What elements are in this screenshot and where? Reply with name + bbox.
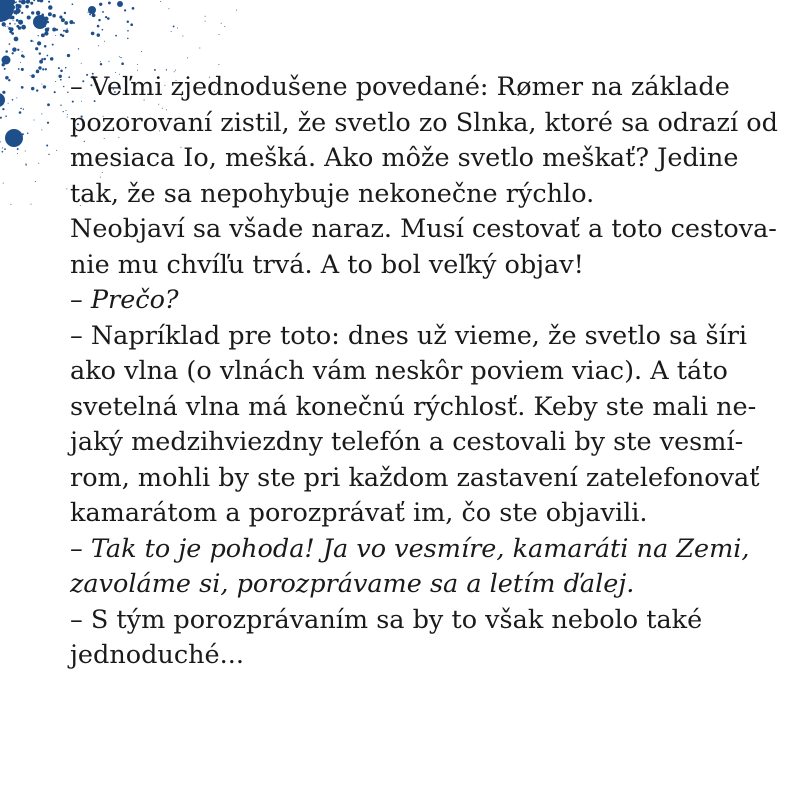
text-line: svetelná vlna má konečnú rýchlosť. Keby ste mali ne- xyxy=(70,391,757,422)
text-line: Neobjaví sa všade naraz. Musí cestovať a toto cestova- xyxy=(70,214,777,244)
text-line: mesiaca Io, mešká. Ako môže svetlo meškať? Jedine xyxy=(70,143,739,173)
text-line: jaký medzihviezdny telefón a cestovali by ste vesmí- xyxy=(70,427,744,457)
body-text xyxy=(70,70,778,674)
text-line: jednoduché... xyxy=(70,640,244,670)
text-line: zavoláme si, porozprávame sa a letím ďalej. xyxy=(70,569,635,599)
text-line: tak, že sa nepohybuje nekonečne rýchlo. xyxy=(70,178,595,209)
text-line: rom, mohli by ste pri každom zastavení zatelefonovať xyxy=(70,462,760,493)
text-line: pozorovaní zistil, že svetlo zo Slnka, ktoré sa odrazí od xyxy=(70,107,778,138)
text-line: – Veľmi zjednodušene povedané: Rømer na základe xyxy=(70,72,730,102)
text-line: – S tým porozprávaním sa by to však nebolo také xyxy=(70,604,703,635)
text-line: kamarátom a porozprávať im, čo ste objavili. xyxy=(70,498,648,528)
text-line: – Napríklad pre toto: dnes už vieme, že svetlo sa šíri xyxy=(70,320,748,351)
text-line: nie mu chvíľu trvá. A to bol veľký objav! xyxy=(70,249,584,280)
text-line: – Prečo? xyxy=(70,285,179,315)
text-line: – Tak to je pohoda! Ja vo vesmíre, kamaráti na Zemi, xyxy=(70,533,750,564)
text-line: ako vlna (o vlnách vám neskôr poviem viac). A táto xyxy=(70,356,728,386)
